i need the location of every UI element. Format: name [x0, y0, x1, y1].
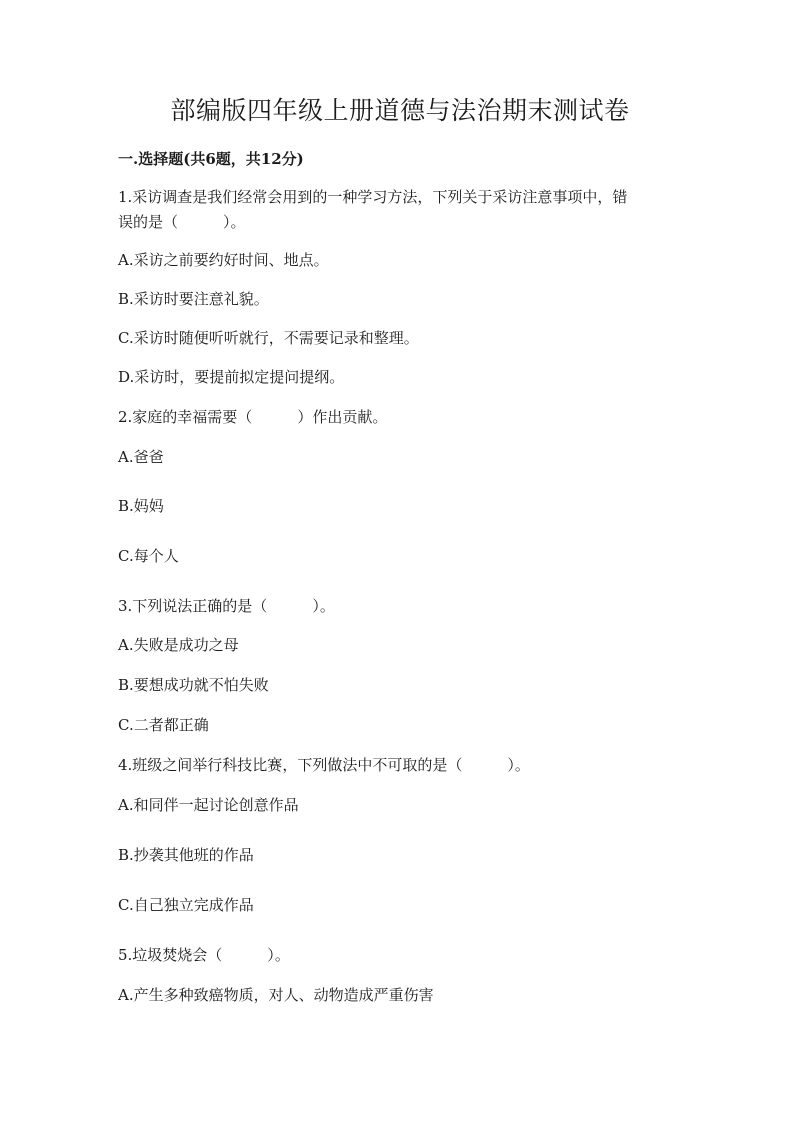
question-1-stem-line-1: 1.采访调查是我们经常会用到的一种学习方法，下列关于采访注意事项中，错 [118, 188, 628, 206]
question-2-stem: 2.家庭的幸福需要（ ）作出贡献。 [118, 408, 388, 426]
question-1-option-d: D.采访时，要提前拟定提问提纲。 [118, 368, 345, 386]
question-5-option-a: A.产生多种致癌物质，对人、动物造成严重伤害 [118, 986, 434, 1004]
question-3-stem: 3.下列说法正确的是（ ）。 [118, 597, 335, 615]
question-4-stem: 4.班级之间举行科技比赛，下列做法中不可取的是（ ）。 [118, 756, 530, 774]
question-3-option-c: C.二者都正确 [118, 716, 209, 734]
question-2-option-b: B.妈妈 [118, 497, 164, 515]
question-5-stem: 5.垃圾焚烧会（ ）。 [118, 946, 290, 964]
question-3-option-a: A.失败是成功之母 [118, 636, 239, 654]
page-title: 部编版四年级上册道德与法治期末测试卷 [170, 96, 630, 125]
question-1-stem-line-2: 误的是（ ）。 [118, 213, 246, 231]
question-4-option-c: C.自己独立完成作品 [118, 896, 254, 914]
question-4-option-a: A.和同伴一起讨论创意作品 [118, 796, 299, 814]
question-4-option-b: B.抄袭其他班的作品 [118, 846, 254, 864]
question-1-option-c: C.采访时随便听听就行，不需要记录和整理。 [118, 329, 419, 347]
question-1-option-b: B.采访时要注意礼貌。 [118, 290, 269, 308]
question-2-option-c: C.每个人 [118, 547, 179, 565]
question-3-option-b: B.要想成功就不怕失败 [118, 676, 269, 694]
question-1-option-a: A.采访之前要约好时间、地点。 [118, 251, 329, 269]
question-2-option-a: A.爸爸 [118, 448, 164, 466]
section-header: 一.选择题(共6题，共12分) [118, 150, 304, 168]
